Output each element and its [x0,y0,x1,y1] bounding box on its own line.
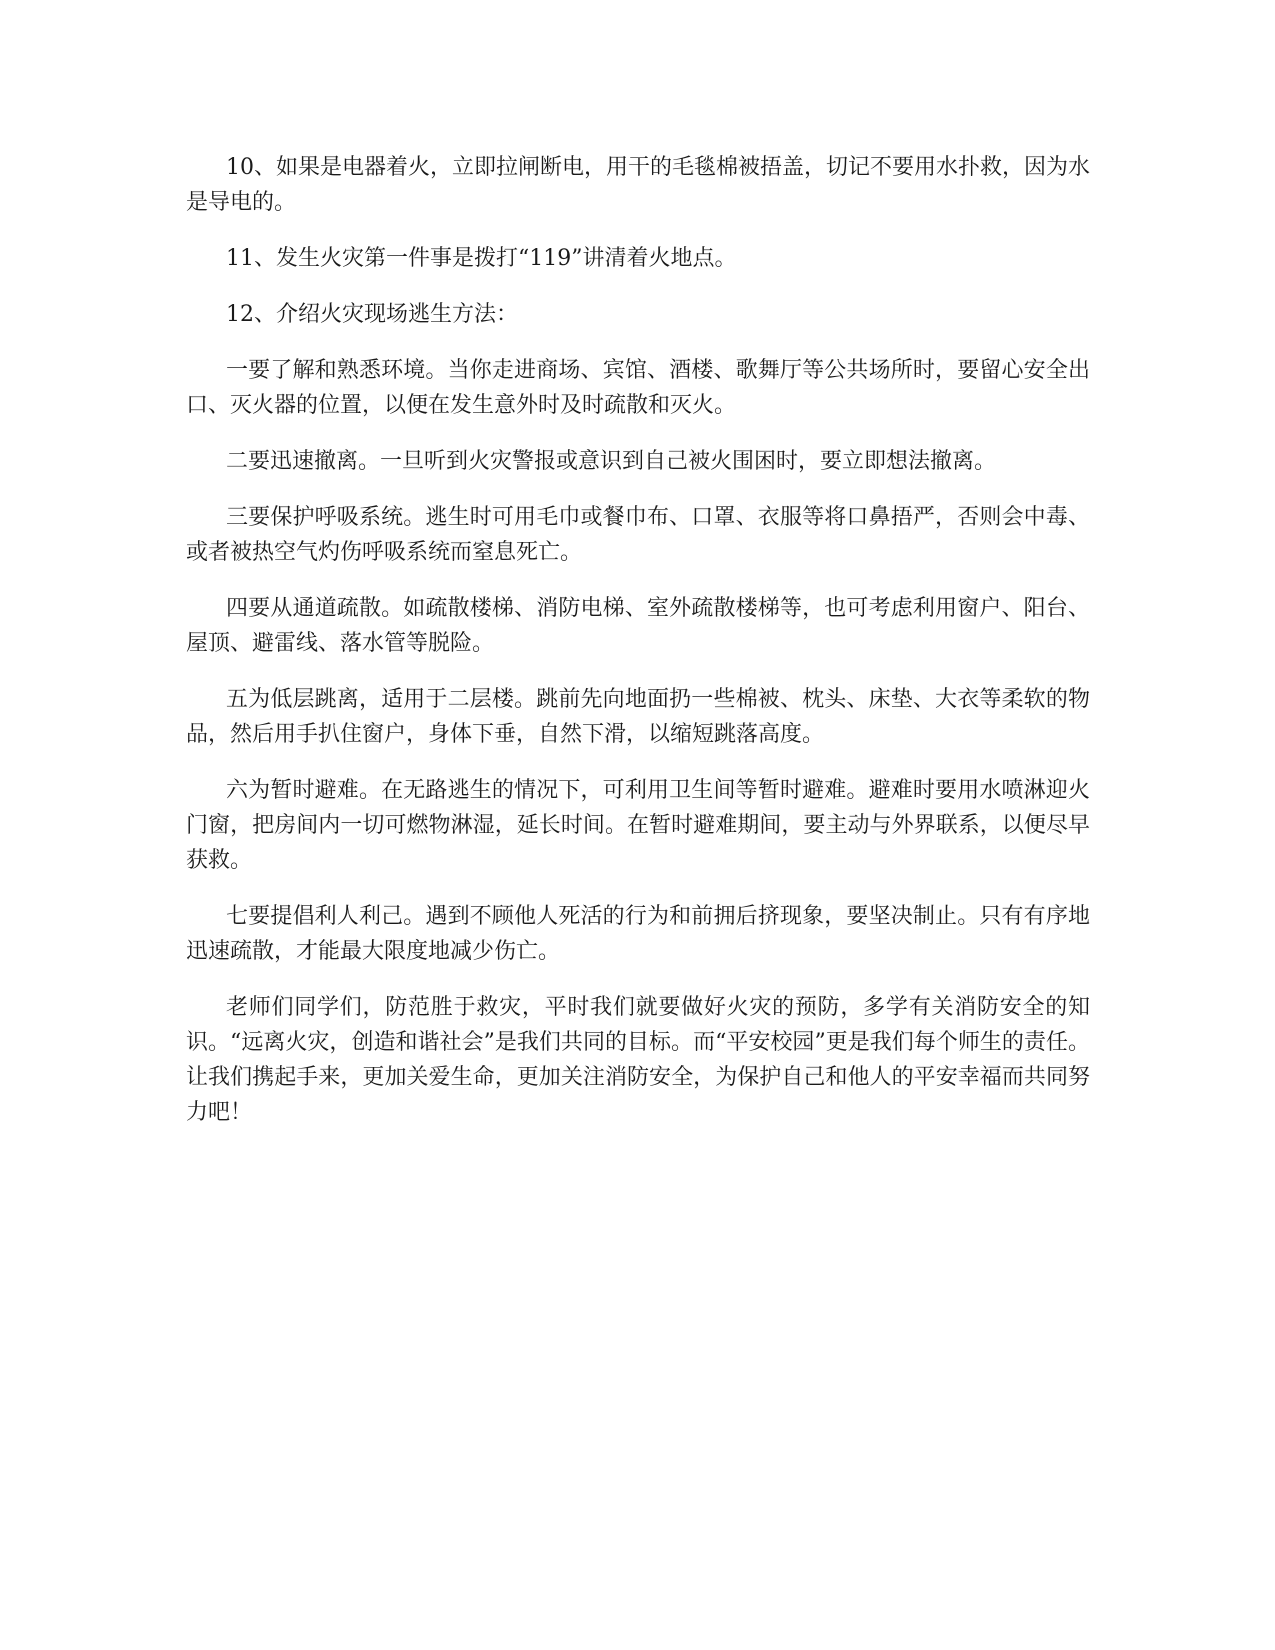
paragraph-low-floor-jump: 五为低层跳离，适用于二层楼。跳前先向地面扔一些棉被、枕头、床垫、大衣等柔软的物品，然后用手扒住窗户，身体下垂，自然下滑，以缩短跳落高度。 [186,687,1090,747]
paragraph-temporary-refuge: 六为暂时避难。在无路逃生的情况下，可利用卫生间等暂时避难。避难时要用水喷淋迎火门窗，把房间内一切可燃物淋湿，延长时间。在暂时避难期间，要主动与外界联系，以便尽早获救。 [186,778,1090,873]
paragraph-escape-methods-heading: 12、介绍火灾现场逃生方法： [226,302,518,327]
paragraph-use-passages: 四要从通道疏散。如疏散楼梯、消防电梯、室外疏散楼梯等，也可考虑利用窗户、阳台、屋顶、避雷线、落水管等脱险。 [186,596,1090,656]
paragraph-evacuate-quickly: 二要迅速撤离。一旦听到火灾警报或意识到自己被火围困时，要立即想法撤离。 [226,449,997,474]
paragraph-know-environment: 一要了解和熟悉环境。当你走进商场、宾馆、酒楼、歌舞厅等公共场所时，要留心安全出口、灭火器的位置，以便在发生意外时及时疏散和灭火。 [186,358,1090,418]
paragraph-closing-remarks: 老师们同学们，防范胜于救灾，平时我们就要做好火灾的预防，多学有关消防安全的知识。“远离火灾，创造和谐社会”是我们共同的目标。而“平安校园”更是我们每个师生的责任。让我们携起手来，更加关爱生命，更加关注消防安全，为保护自己和他人的平安幸福而共同努力吧！ [186,995,1090,1125]
paragraph-protect-breathing: 三要保护呼吸系统。逃生时可用毛巾或餐巾布、口罩、衣服等将口鼻捂严，否则会中毒、或者被热空气灼伤呼吸系统而窒息死亡。 [186,505,1090,565]
paragraph-orderly-evacuation: 七要提倡利人利己。遇到不顾他人死活的行为和前拥后挤现象，要坚决制止。只有有序地迅速疏散，才能最大限度地减少伤亡。 [186,904,1090,964]
document-page [186,150,1090,1151]
paragraph-call-119: 11、发生火灾第一件事是拨打“119”讲清着火地点。 [226,246,737,271]
paragraph-electrical-fire: 10、如果是电器着火，立即拉闸断电，用干的毛毯棉被捂盖，切记不要用水扑救，因为水是导电的。 [186,155,1090,215]
